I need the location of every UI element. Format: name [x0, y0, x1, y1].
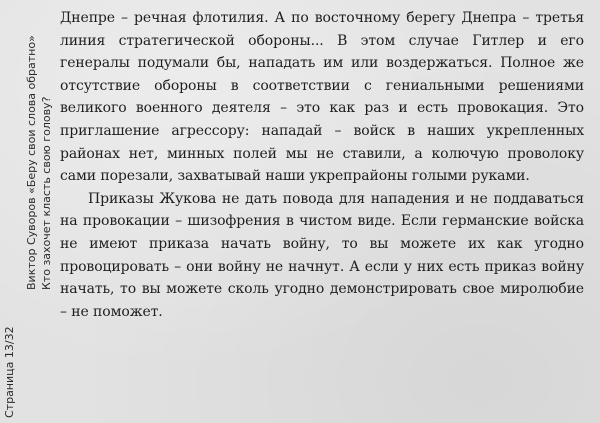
paragraph-2: Приказы Жукова не дать повода для нападения и не поддаваться на провокации – шизофрения в чистом виде. Если германские войска не имеют приказа начать войну, то вы можете их как угодно провоцировать – они войну не начнут. А если у них есть приказ войну начать, то вы можете сколь угодно демонстрировать свое миролюбие – не поможет.: [60, 190, 584, 320]
page-indicator: Страница 13/32: [3, 326, 16, 418]
book-author-title: Виктор Суворов «Беру свои слова обратно»: [25, 35, 38, 290]
page-sidebar: [0, 0, 62, 423]
chapter-title: Кто захочет класть свою голову?: [40, 96, 53, 290]
paragraph-1: Днепре – речная флотилия. А по восточному берегу Днепра – третья линия стратегической обороны... В этом случае Гитлер и его генералы подумали бы, нападать им или воздержаться. Полное же отсутствие обороны в соответствии с гениальными решениями великого военного деятеля – это как раз и есть провокация. Это приглашение агрессору: нападай – войск в наших укрепленных районах нет, минных полей мы не ставили, а колючую проволоку сами порезали, захватывай наши укрепрайоны голыми руками.: [60, 10, 584, 185]
body-text: [60, 7, 584, 323]
